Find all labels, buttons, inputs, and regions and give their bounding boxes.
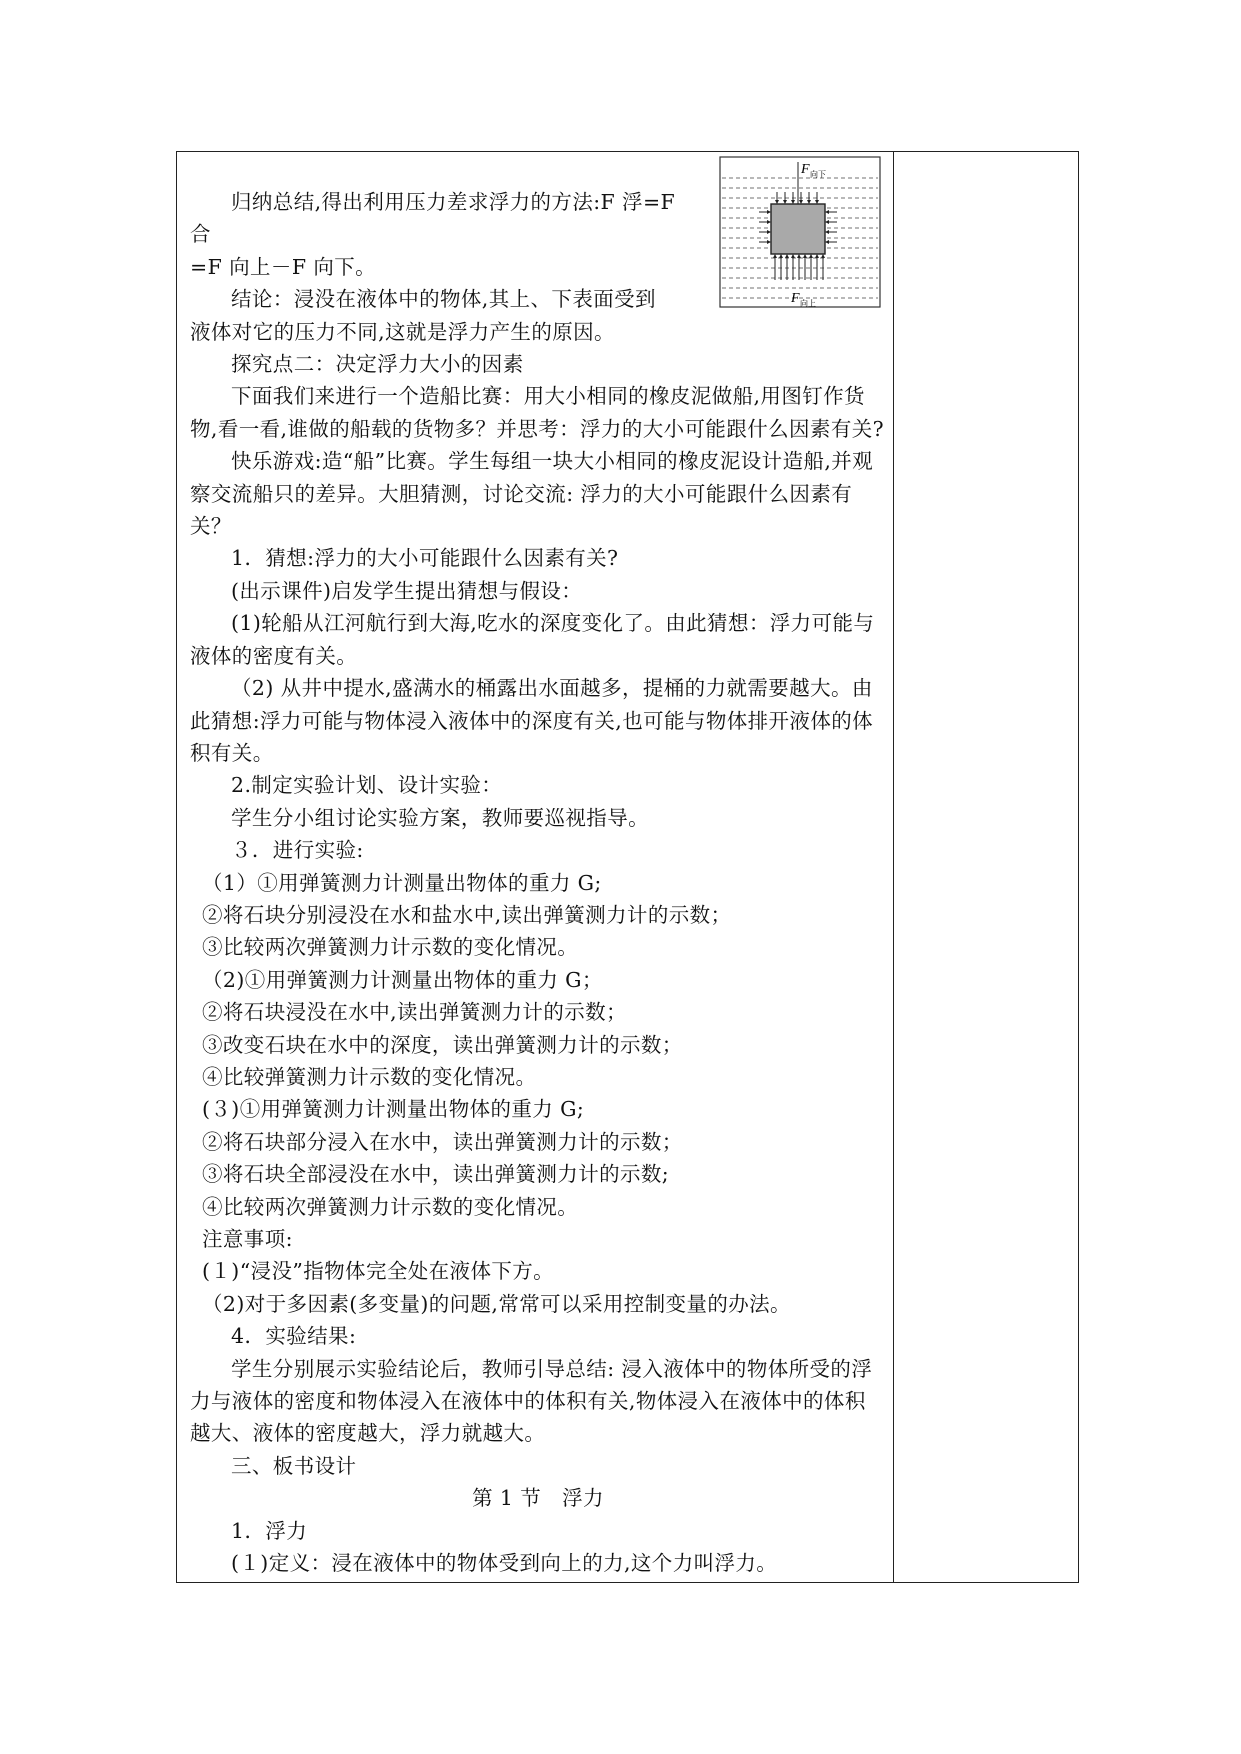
paragraph: 结论：浸没在液体中的物体,其上、下表面受到 [231, 287, 656, 312]
paragraph: 快乐游戏:造“船”比赛。学生每组一块大小相同的橡皮泥设计造船,并观察交流船只的差异。大胆猜测，讨论交流: 浮力的大小可能跟什么因素有关？ [190, 449, 874, 539]
paragraph: (１)“浸没”指物体完全处在液体下方。 [202, 1259, 555, 1284]
paragraph: ③改变石块在水中的深度，读出弹簧测力计的示数； [202, 1032, 683, 1057]
paragraph: ②将石块分别浸没在水和盐水中,读出弹簧测力计的示数； [202, 902, 732, 927]
paragraph: ②将石块部分浸入在水中，读出弹簧测力计的示数； [202, 1129, 683, 1154]
paragraph: ③将石块全部浸没在水中，读出弹簧测力计的示数; [202, 1162, 670, 1187]
paragraph: 1．浮力 [231, 1518, 308, 1543]
paragraph: （2) 从井中提水,盛满水的桶露出水面越多，提桶的力就需要越大。由此猜想:浮力可能与物体浸入液体中的深度有关,也可能与物体排开液体的体积有关。 [190, 676, 874, 765]
paragraph: ３．进行实验: [231, 838, 364, 863]
paragraph: =F 向上－F 向下。 [190, 254, 377, 279]
paragraph: 学生分小组讨论实验方案，教师要巡视指导。 [231, 805, 649, 830]
label-f-down-sub: 向下 [810, 170, 826, 179]
paragraph: 4．实验结果: [231, 1324, 357, 1349]
section-heading: 探究点二：决定浮力大小的因素 [231, 352, 524, 377]
label-f-up: F [791, 291, 800, 306]
label-f-down: F [801, 162, 810, 177]
paragraph: (１)定义：浸在液体中的物体受到向上的力,这个力叫浮力。 [231, 1551, 778, 1576]
paragraph: 液体对它的压力不同,这就是浮力产生的原因。 [190, 319, 615, 344]
paragraph: 注意事项: [202, 1227, 293, 1251]
label-f-up-sub: 向上 [800, 299, 816, 308]
paragraph: 2.制定实验计划、设计实验： [231, 773, 503, 798]
paragraph: (出示课件)启发学生提出猜想与假设： [231, 578, 583, 603]
paragraph: 归纳总结,得出利用压力差求浮力的方法:F 浮=F 合 [190, 190, 676, 247]
paragraph: ②将石块浸没在水中,读出弹簧测力计的示数； [202, 1000, 627, 1025]
board-title: 第 1 节 浮力 [472, 1486, 604, 1511]
section-heading: 三、板书设计 [231, 1453, 357, 1478]
paragraph: 下面我们来进行一个造船比赛：用大小相同的橡皮泥做船,用图钉作货物,看一看,谁做的船载的货物多？并思考：浮力的大小可能跟什么因素有关? [190, 384, 885, 441]
paragraph: (1)轮船从江河航行到大海,吃水的深度变化了。由此猜想：浮力可能与液体的密度有关。 [190, 611, 875, 668]
paragraph: （1）①用弹簧测力计测量出物体的重力 G; [202, 870, 602, 895]
paragraph: 1．猜想:浮力的大小可能跟什么因素有关? [231, 546, 619, 571]
paragraph: （2)对于多因素(多变量)的问题,常常可以采用控制变量的办法。 [202, 1291, 791, 1316]
paragraph: ④比较两次弹簧测力计示数的变化情况。 [202, 1194, 579, 1219]
paragraph: ④比较弹簧测力计示数的变化情况。 [202, 1064, 537, 1089]
lesson-content [190, 186, 886, 1579]
paragraph: 学生分别展示实验结论后，教师引导总结: 浸入液体中的物体所受的浮力与液体的密度和物体浸入在液体中的体积有关,物体浸入在液体中的体积越大、液体的密度越大，浮力就越大。 [190, 1356, 873, 1446]
paragraph: (３)①用弹簧测力计测量出物体的重力 G; [202, 1097, 585, 1122]
paragraph: （2)①用弹簧测力计测量出物体的重力 G； [202, 967, 603, 992]
column-divider [893, 151, 894, 1583]
paragraph: ③比较两次弹簧测力计示数的变化情况。 [202, 935, 579, 960]
